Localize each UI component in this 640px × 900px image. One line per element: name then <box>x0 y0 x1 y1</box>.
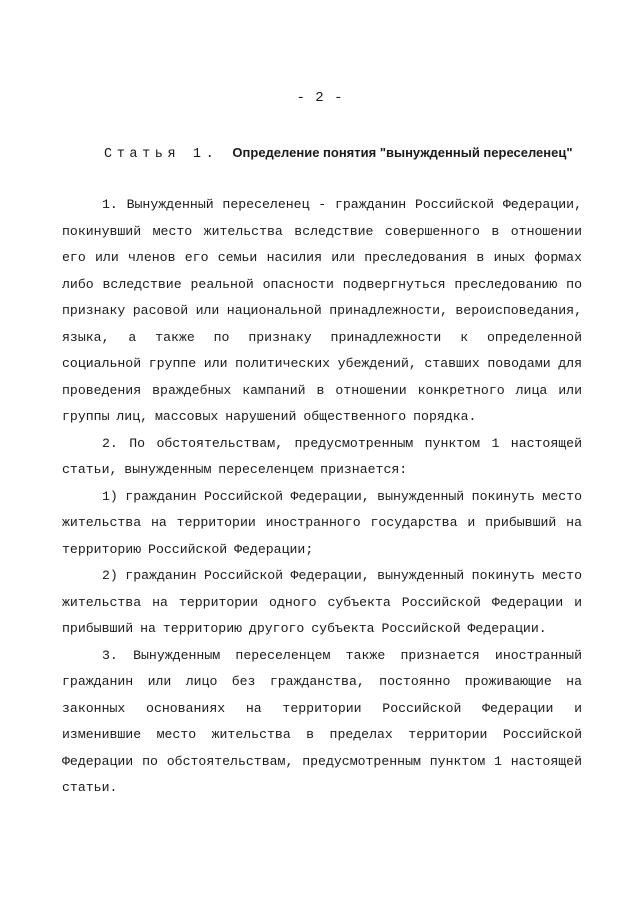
paragraph-3: 3. Вынужденным переселенцем также признается иностранный гражданин или лицо без гражданства, постоянно проживающие на законных основаниях на территории Российской Федерации и изменившие место жительства в пределах территории Российской Федерации по обстоятельствам, предусмотренным пунктом 1 настоящей статьи. <box>62 647 582 795</box>
article-label: Статья 1. <box>104 147 219 162</box>
paragraph-1: 1. Вынужденный переселенец - гражданин Российской Федерации, покинувший место жительства вследствие совершенного в отношении его или членов его семьи насилия или преследования в иных формах либо вследствие реальной опасности подвергнуться преследованию по признаку расовой или национальной принадлежности, вероисповедания, языка, а также по признаку принадлежности к определенной социальной группе или политических убеждений, ставших поводами для проведения враждебных кампаний в отношении конкретного лица или группы лиц, массовых нарушений общественного порядка. <box>62 197 582 424</box>
article-heading <box>104 145 604 162</box>
paragraph-2: 2. По обстоятельствам, предусмотренным пунктом 1 настоящей статьи, вынужденным переселенцем признается: <box>62 435 582 477</box>
paragraph-2-item-1: 1) гражданин Российской Федерации, вынужденный покинуть место жительства на территории иностранного государства и прибывший на территорию Российской Федерации; <box>62 488 582 557</box>
paragraph-2-item-2: 2) гражданин Российской Федерации, вынужденный покинуть место жительства на территории одного субъекта Российской Федерации и прибывший на территорию другого субъекта Российской Федерации. <box>62 568 582 636</box>
article-title: Определение понятия "вынужденный переселенец" <box>232 145 573 160</box>
article-body <box>62 192 582 802</box>
page-number: - 2 - <box>296 90 344 106</box>
